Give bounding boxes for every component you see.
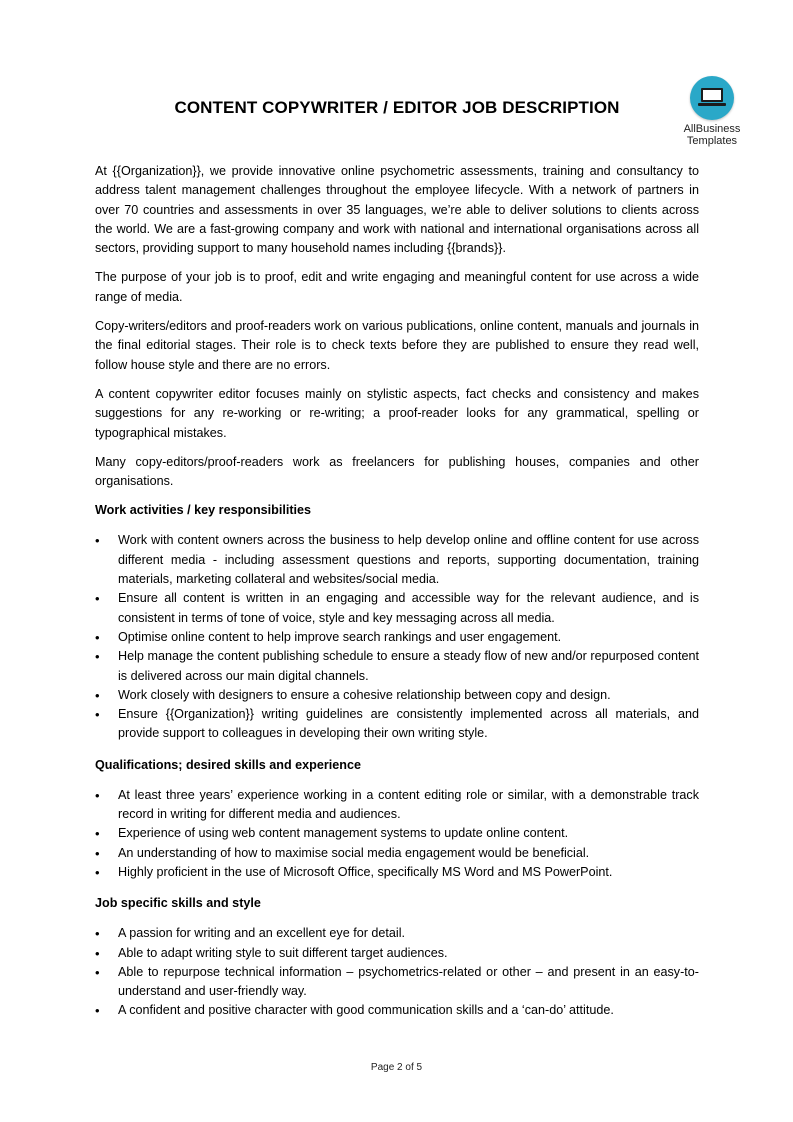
document-body [95,162,699,1033]
list-item: • Work with content owners across the business to help develop online and offline content for use across different media - including assessment questions and reports, supporting documentation, training materials, marketing collateral and websites/social media. [95,531,699,589]
list-item: • Work closely with designers to ensure a cohesive relationship between copy and design. [95,686,699,705]
list-item: • Highly proficient in the use of Microsoft Office, specifically MS Word and MS PowerPoint. [95,863,699,882]
intro-paragraph-3: Copy-writers/editors and proof-readers work on various publications, online content, manuals and journals in the final editorial stages. Their role is to check texts before they are published to ensure they read well, follow house style and there are no errors. [95,319,699,372]
qualifications-list [95,786,699,882]
section-heading-qualifications: Qualifications; desired skills and experience [95,757,361,772]
skills-list [95,924,699,1020]
list-item: • Able to repurpose technical information – psychometrics-related or other – and present in an easy-to-understand and user-friendly way. [95,963,699,1002]
logo-line-2: Templates [686,135,738,147]
list-item: • A passion for writing and an excellent eye for detail. [95,924,699,943]
section-heading-skills: Job specific skills and style [95,896,261,911]
page-number: Page 2 of 5 [370,1062,423,1073]
list-item: • Able to adapt writing style to suit different target audiences. [95,944,699,963]
responsibilities-list [95,531,699,743]
intro-paragraph-1: At {{Organization}}, we provide innovative online psychometric assessments, training and consultancy to address talent management challenges throughout the employee lifecycle. With a network of partners in over 70 countries and assessments in over 35 languages, we’re able to deliver solutions to clients across the world. We are a fast-growing company and work with national and international organisations across all sectors, providing support to many household names including {{brands}}. [95,164,699,256]
intro-paragraph-5: Many copy-editors/proof-readers work as freelancers for publishing houses, companies and other organisations. [95,454,699,489]
list-item: • Optimise online content to help improve search rankings and user engagement. [95,628,699,647]
intro-paragraph-2: The purpose of your job is to proof, edit and write engaging and meaningful content for use across a wide range of media. [95,270,699,304]
list-item: • A confident and positive character with good communication skills and a ‘can-do’ attitude. [95,1001,699,1020]
list-item: • An understanding of how to maximise social media engagement would be beneficial. [95,844,699,863]
intro-paragraph-4: A content copywriter editor focuses mainly on stylistic aspects, fact checks and consistency and makes suggestions for any re-working or re-writing; a proof-reader looks for any grammatical, spelling or typographical mistakes. [95,386,699,440]
logo-text [676,123,748,147]
document-title: CONTENT COPYWRITER / EDITOR JOB DESCRIPTION [174,98,620,117]
list-item: • Ensure all content is written in an engaging and accessible way for the relevant audience, and is consistent in terms of tone of voice, style and key messaging across all media. [95,589,699,628]
section-heading-responsibilities: Work activities / key responsibilities [95,503,312,518]
list-item: • Ensure {{Organization}} writing guidelines are consistently implemented across all materials, and provide support to colleagues in developing their own writing style. [95,705,699,744]
list-item: • Help manage the content publishing schedule to ensure a steady flow of new and/or repurposed content is delivered across our main digital channels. [95,647,699,686]
logo-line-1: AllBusiness [683,123,741,135]
list-item: • Experience of using web content management systems to update online content. [95,824,699,843]
list-item: • At least three years’ experience working in a content editing role or similar, with a demonstrable track record in writing for different media and audiences. [95,786,699,825]
